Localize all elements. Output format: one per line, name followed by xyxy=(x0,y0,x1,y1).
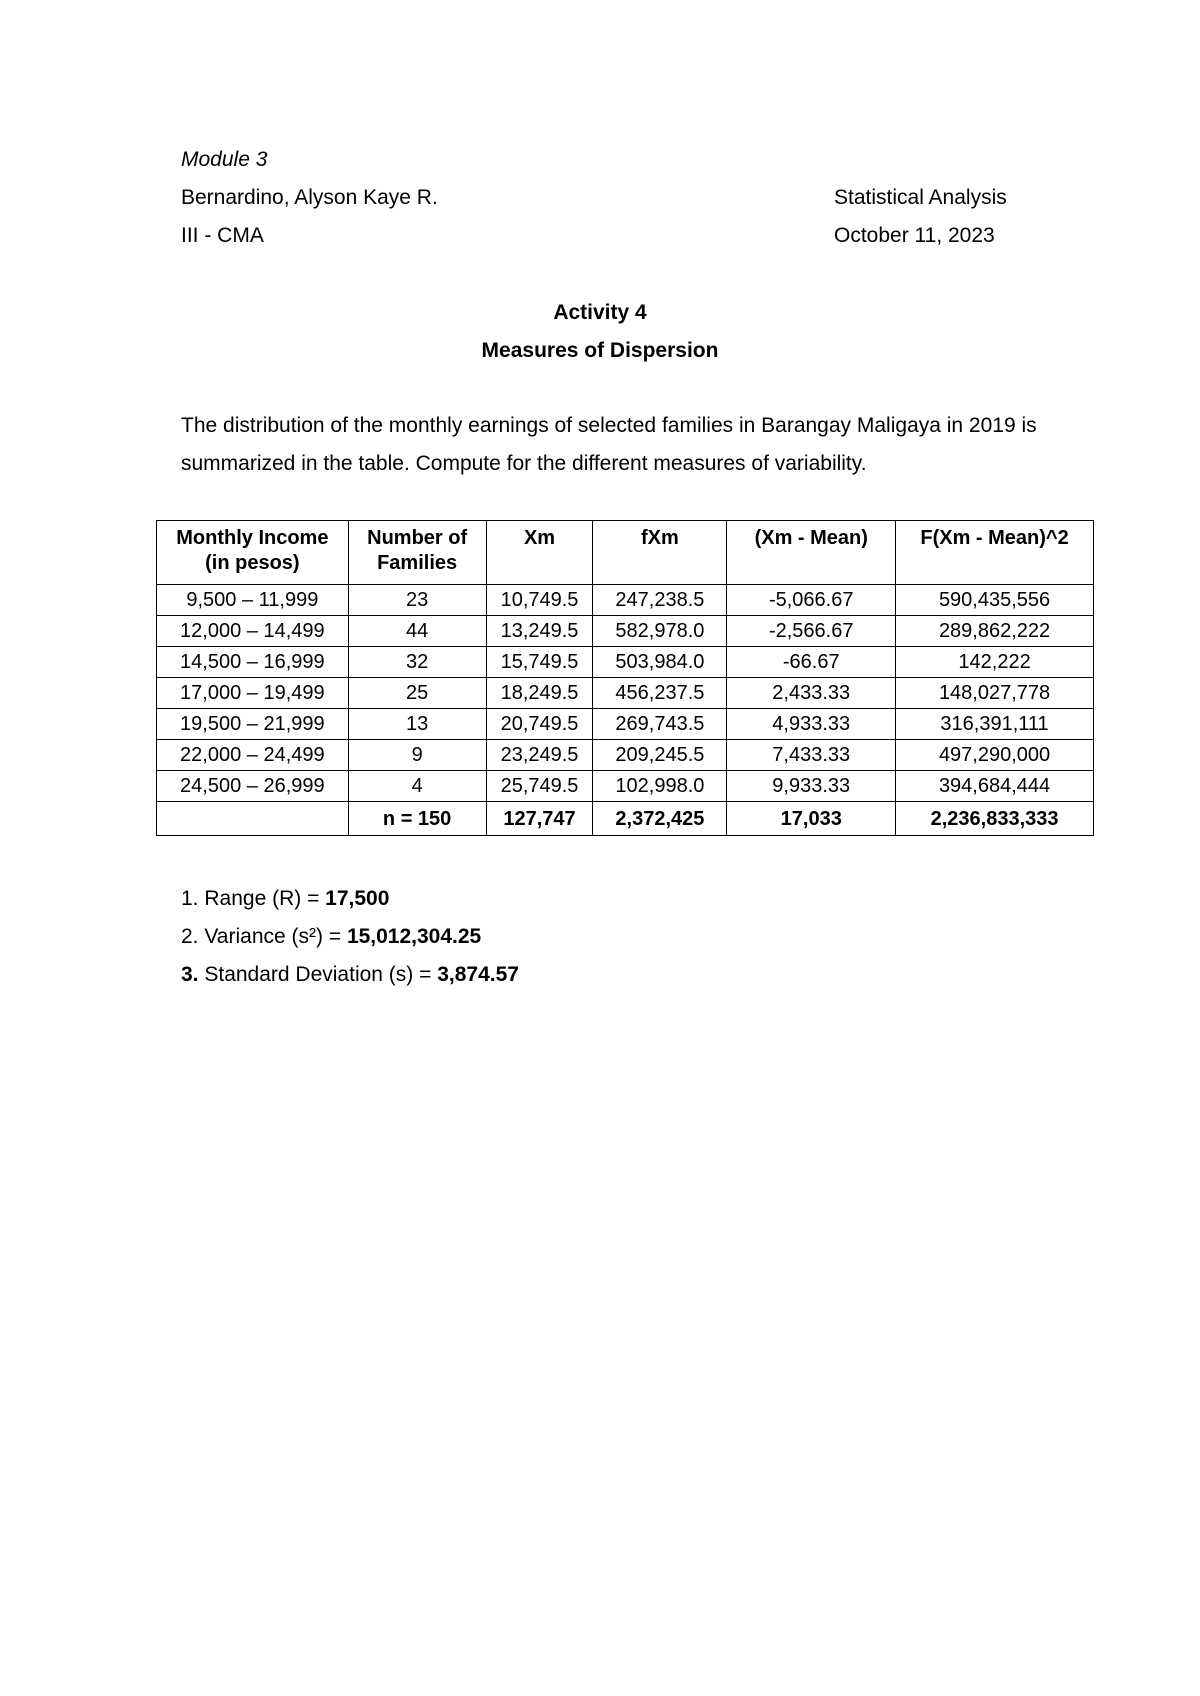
cell-income-class: 19,500 – 21,999 xyxy=(157,709,349,740)
section-label: III - CMA xyxy=(181,224,264,247)
cell-squared-deviation: 497,290,000 xyxy=(896,740,1094,771)
cell-fxm: 503,984.0 xyxy=(593,647,727,678)
cell-squared-deviation: 316,391,111 xyxy=(896,709,1094,740)
table-row xyxy=(157,647,1094,678)
result-range xyxy=(181,888,519,926)
header-xm: Xm xyxy=(486,521,593,585)
cell-squared-deviation: 289,862,222 xyxy=(896,616,1094,647)
table-row xyxy=(157,709,1094,740)
result-label: Range (R) = xyxy=(204,887,326,910)
cell-midpoint: 20,749.5 xyxy=(486,709,593,740)
result-value: 17,500 xyxy=(325,887,390,910)
result-label: Variance (s²) = xyxy=(204,925,347,948)
cell-midpoint: 10,749.5 xyxy=(486,585,593,616)
table-total-row xyxy=(157,802,1094,836)
cell-deviation: 4,933.33 xyxy=(727,709,896,740)
results-list xyxy=(181,888,519,1002)
result-number: 1. xyxy=(181,887,199,910)
cell-deviation: 2,433.33 xyxy=(727,678,896,709)
result-number: 3. xyxy=(181,963,199,986)
cell-deviation: 9,933.33 xyxy=(727,771,896,802)
total-cell-squared-deviation: 2,236,833,333 xyxy=(896,802,1094,836)
subject-name: Statistical Analysis xyxy=(834,186,1007,209)
cell-deviation: -66.67 xyxy=(727,647,896,678)
frequency-distribution-table xyxy=(156,520,1094,836)
activity-topic: Measures of Dispersion xyxy=(481,339,719,362)
result-variance xyxy=(181,926,519,964)
header-text: Monthly Income xyxy=(176,527,329,549)
cell-midpoint: 15,749.5 xyxy=(486,647,593,678)
cell-deviation: -2,566.67 xyxy=(727,616,896,647)
activity-title: Activity 4 xyxy=(553,301,647,324)
result-label: Standard Deviation (s) = xyxy=(204,963,438,986)
cell-midpoint: 23,249.5 xyxy=(486,740,593,771)
cell-frequency: 13 xyxy=(348,709,486,740)
cell-income-class: 14,500 – 16,999 xyxy=(157,647,349,678)
module-label: Module 3 xyxy=(181,148,268,171)
cell-fxm: 102,998.0 xyxy=(593,771,727,802)
result-value: 15,012,304.25 xyxy=(346,925,482,948)
table-row xyxy=(157,585,1094,616)
cell-deviation: -5,066.67 xyxy=(727,585,896,616)
total-cell-n: n = 150 xyxy=(348,802,486,836)
cell-frequency: 23 xyxy=(348,585,486,616)
cell-fxm: 269,743.5 xyxy=(593,709,727,740)
cell-squared-deviation: 142,222 xyxy=(896,647,1094,678)
table-header-row xyxy=(157,521,1094,585)
header-squared-deviation: F(Xm - Mean)^2 xyxy=(896,521,1094,585)
total-cell-deviation: 17,033 xyxy=(727,802,896,836)
cell-fxm: 456,237.5 xyxy=(593,678,727,709)
date-label: October 11, 2023 xyxy=(834,224,995,247)
cell-fxm: 209,245.5 xyxy=(593,740,727,771)
cell-squared-deviation: 590,435,556 xyxy=(896,585,1094,616)
header-text: Number of xyxy=(367,527,468,549)
cell-squared-deviation: 148,027,778 xyxy=(896,678,1094,709)
cell-fxm: 247,238.5 xyxy=(593,585,727,616)
header-text: (in pesos) xyxy=(205,552,300,574)
header-text: Families xyxy=(377,552,458,574)
total-cell-fxm: 2,372,425 xyxy=(593,802,727,836)
result-number: 2. xyxy=(181,925,199,948)
cell-income-class: 9,500 – 11,999 xyxy=(157,585,349,616)
cell-midpoint: 18,249.5 xyxy=(486,678,593,709)
header-number-of-families xyxy=(348,521,486,585)
cell-income-class: 12,000 – 14,499 xyxy=(157,616,349,647)
table-row xyxy=(157,616,1094,647)
result-standard-deviation xyxy=(181,964,519,1002)
result-value: 3,874.57 xyxy=(437,963,519,986)
cell-frequency: 32 xyxy=(348,647,486,678)
table-row xyxy=(157,678,1094,709)
cell-midpoint: 25,749.5 xyxy=(486,771,593,802)
cell-frequency: 44 xyxy=(348,616,486,647)
cell-frequency: 25 xyxy=(348,678,486,709)
table-row xyxy=(157,740,1094,771)
student-name: Bernardino, Alyson Kaye R. xyxy=(181,186,438,209)
problem-statement: The distribution of the monthly earnings of selected families in Barangay Maligaya in 2019 is summarized in the table. Compute for the different measures of variability. xyxy=(181,414,1037,475)
cell-frequency: 4 xyxy=(348,771,486,802)
table-row xyxy=(157,771,1094,802)
header-monthly-income xyxy=(157,521,349,585)
cell-fxm: 582,978.0 xyxy=(593,616,727,647)
cell-deviation: 7,433.33 xyxy=(727,740,896,771)
total-cell-xm: 127,747 xyxy=(486,802,593,836)
cell-income-class: 24,500 – 26,999 xyxy=(157,771,349,802)
cell-frequency: 9 xyxy=(348,740,486,771)
cell-income-class: 17,000 – 19,499 xyxy=(157,678,349,709)
cell-midpoint: 13,249.5 xyxy=(486,616,593,647)
header-fxm: fXm xyxy=(593,521,727,585)
header-deviation: (Xm - Mean) xyxy=(727,521,896,585)
cell-squared-deviation: 394,684,444 xyxy=(896,771,1094,802)
cell-income-class: 22,000 – 24,499 xyxy=(157,740,349,771)
total-cell-empty xyxy=(157,802,349,836)
